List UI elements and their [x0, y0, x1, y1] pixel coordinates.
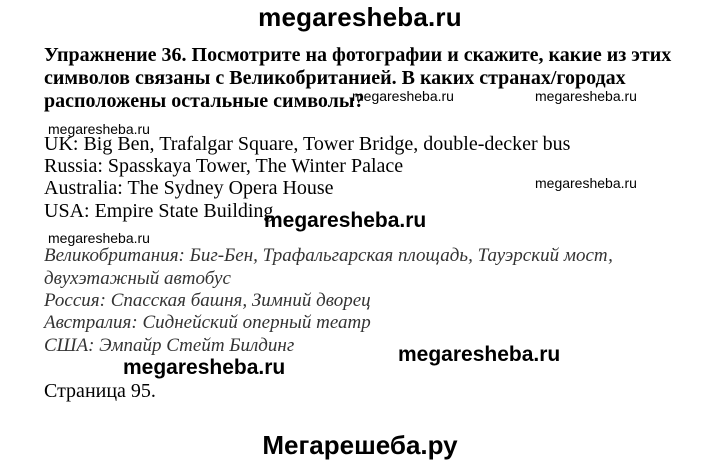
- answer-ru-australia: Австралия: Сиднейский оперный театр: [44, 312, 371, 333]
- answer-en-australia: Australia: The Sydney Opera House: [44, 177, 334, 199]
- answer-en-russia: Russia: Spasskaya Tower, The Winter Palace: [44, 155, 404, 177]
- page-reference: Страница 95.: [44, 380, 156, 402]
- answer-ru-uk: Великобритания: Биг-Бен, Трафальгарская площадь, Тауэрский мост,: [44, 245, 613, 266]
- watermark-small-3: megaresheba.ru: [48, 121, 150, 137]
- watermark-mid-3: megaresheba.ru: [123, 356, 286, 379]
- answer-en-uk: UK: Big Ben, Trafalgar Square, Tower Bridge, double-decker bus: [44, 133, 571, 155]
- watermark-top: megaresheba.ru: [258, 2, 462, 32]
- answer-ru-russia: Россия: Спасская башня, Зимний дворец: [44, 290, 371, 311]
- task-line-1: Упражнение 36. Посмотрите на фотографии и скажите, какие из этих: [44, 44, 672, 66]
- answer-ru-uk-cont: двухэтажный автобус: [44, 268, 231, 289]
- watermark-small-1: megaresheba.ru: [352, 88, 454, 104]
- answer-en-usa: USA: Empire State Building: [44, 200, 274, 222]
- task-line-2: символов связаны с Великобританией. В каких странах/городах: [44, 67, 626, 89]
- watermark-small-5: megaresheba.ru: [48, 230, 150, 246]
- answer-ru-usa: США: Эмпайр Стейт Билдинг: [44, 335, 295, 356]
- watermark-mid-2: megaresheba.ru: [398, 343, 561, 366]
- watermark-small-2: megaresheba.ru: [535, 88, 637, 104]
- task-line-3: расположены остальные символы?: [44, 90, 365, 112]
- watermark-small-4: megaresheba.ru: [535, 175, 637, 191]
- watermark-bottom: Мегарешеба.ру: [262, 430, 458, 460]
- watermark-mid-1: megaresheba.ru: [264, 209, 427, 232]
